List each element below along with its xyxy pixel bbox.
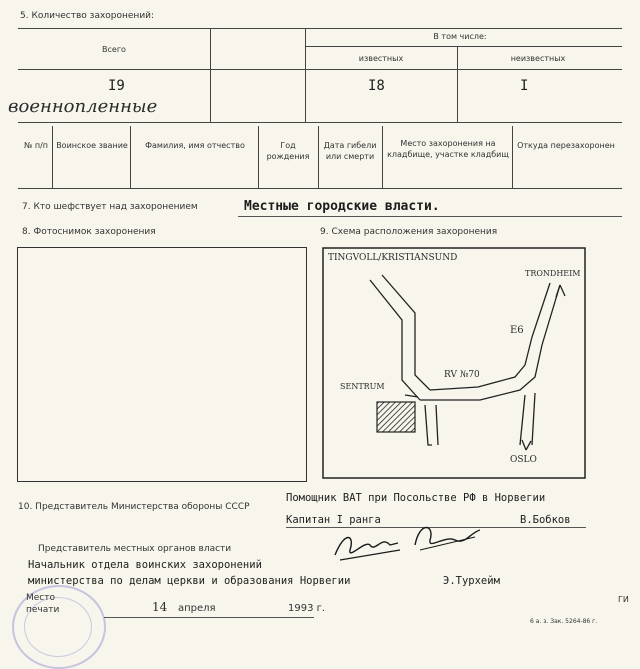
local-rep-name: Э.Турхейм: [443, 575, 500, 587]
section9-label: 9. Схема расположения захоронения: [320, 227, 498, 237]
known-header: известных: [358, 54, 404, 63]
print-code: 6 а. з. Зак. 5264-86 г.: [530, 618, 598, 625]
divider: [52, 126, 53, 188]
local-rep-line1: Начальник отдела воинских захоронений: [28, 559, 262, 571]
local-rep-label: Представитель местных органов власти: [38, 544, 232, 554]
col-place: Место захоронения на кладбище, участке кладбищ: [387, 139, 509, 159]
map-label-trondheim: TRONDHEIM: [525, 269, 581, 278]
known-value: I8: [368, 78, 385, 94]
col-death: Дата гибели или смерти: [323, 141, 377, 161]
divider: [210, 28, 211, 123]
date-day: 14: [152, 600, 168, 614]
unknown-value: I: [520, 78, 529, 94]
mod-rep-name: В.Бобков: [520, 514, 571, 526]
corner-mark: ГИ: [618, 595, 629, 604]
col-rank: Воинское звание: [56, 141, 128, 150]
divider: [130, 126, 131, 188]
map-label-rv70: RV №70: [444, 370, 480, 380]
columns-bottom-line: [18, 188, 622, 189]
date-underline: [104, 617, 314, 618]
unknown-header: неизвестных: [510, 54, 566, 63]
sketch-map-svg: [320, 245, 588, 482]
signature-scribbles: [320, 515, 490, 570]
photo-placeholder: [17, 247, 307, 482]
patron-underline: [238, 216, 622, 217]
of-which-header: В том числе:: [433, 32, 487, 41]
col-num: № п/п: [23, 141, 49, 150]
handwritten-pow-note: военнопленные: [8, 96, 158, 117]
map-label-sentrum: SENTRUM: [340, 382, 385, 391]
mod-rep-line1: Помощник ВАТ при Посольстве РФ в Норвегии: [286, 492, 546, 504]
col-from: Откуда перезахоронен: [517, 141, 615, 150]
map-label-oslo: OSLO: [510, 455, 537, 465]
date-year: 1993 г.: [288, 603, 326, 614]
subheader-line: [305, 46, 622, 47]
divider: [512, 126, 513, 188]
section5-title: 5. Количество захоронений:: [20, 11, 155, 21]
mod-rep-line2: Капитан I ранга: [286, 514, 381, 526]
map-label-e6: E6: [510, 325, 524, 336]
seal-label: печати: [26, 605, 60, 615]
location-sketch-map: [320, 245, 588, 482]
section7-label: 7. Кто шефствует над захоронением: [22, 202, 198, 212]
total-header: Всего: [102, 45, 126, 54]
date-month: апреля: [178, 603, 216, 614]
col-name: Фамилия, имя отчество: [145, 141, 245, 150]
patron-value: Местные городские власти.: [244, 199, 440, 214]
map-label-tingvoll: TINGVOLL/KRISTIANSUND: [328, 253, 458, 263]
divider: [258, 126, 259, 188]
local-rep-line2: министерства по делам церкви и образования Норвегии: [28, 575, 351, 587]
values-bottom-line: [18, 122, 622, 123]
col-birth: Год рождения: [266, 141, 310, 161]
table-top-line: [18, 28, 622, 29]
values-line: [18, 69, 622, 70]
divider: [305, 28, 306, 123]
total-value: I9: [108, 78, 125, 94]
divider: [382, 126, 383, 188]
divider: [318, 126, 319, 188]
section10-label: 10. Представитель Министерства обороны СССР: [18, 502, 250, 512]
section8-label: 8. Фотоснимок захоронения: [22, 227, 156, 237]
place-label: Место: [26, 593, 55, 603]
